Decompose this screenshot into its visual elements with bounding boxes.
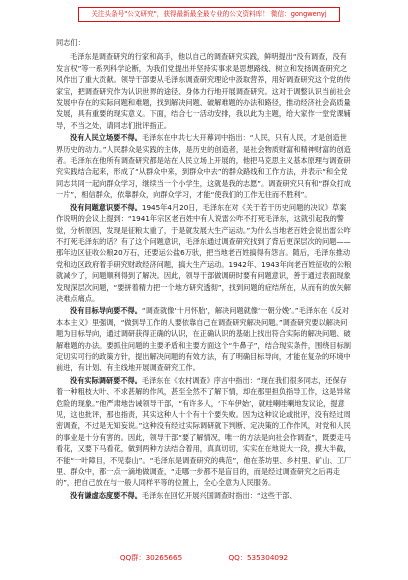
paragraph-text: 毛泽东是调查研究的行家和高手，他以自己的调查研究实践，鲜明提出“没有调查，没有发言权”等一系列科学论断，为我们党提出并坚持实事求是思想路线、树立和发扬调查研究之风作出了重大贡献。领导干部要从毛泽东调查研究理论中汲取营养，用好调查研究这个党的传家宝，把调查研究作为认识世界的途径、身体力行地开展调查研究。这对于调整认识当前社会发展中存在的实际问题和难题，找到解决问题、破解难题的办法和路径，推动经济社会高质量发展，具有重要的现实意义。下面，结合七一活动安排，我以此为主题，给大家作一堂党课辅导，不当之处，请同志们批评指正。 [56,52,351,130]
paragraph-text: 1945年4月20日，毛泽东在对《关于若干历史问题的决议》草案作说明的会议上提到：“1941年宗区老百姓中有人说雷公咋不打死毛泽东，这就引起我的警觉，分析原因，发现是征粮太重了，于是就发展大生产运动。”为什么当地老百姓会说出雷公咋不打死毛泽东的话？有了这个问题意识，毛泽东通过调查研究找到了背后更深层次的问题——那年边区征收公粮20万石，还要运公盐6万驮，把当地老百姓搞得有怨言。随后，毛泽东推动党和边区政府着手研究财政经济问题，搞大生产运动。1942年、1943年向老百姓征收的公粮就减少了，问题顺利得到了解决。因此，领导干部做调研时要有问题意识，善于通过表面现象发现深层次问题，“要拼着精力把一个地方研究透彻”，找到问题的症结所在，从而有的放矢解决难点痛点。 [56,202,352,303]
paragraph-heading: 没有实际调研要不得。 [70,375,142,385]
promo-banner[interactable]: 关注头条号"公文研究"，获得最新最全最专业的公文资料库！ 微信：gongwenyj [78,7,340,22]
paragraph-people-stance [56,132,352,200]
paragraph-heading: 没有问题意识要不得。 [70,202,142,212]
paragraph-problem-awareness [56,202,352,305]
document-body [56,37,352,502]
contact-footer [0,551,408,565]
paragraph-goal-orientation [56,305,352,373]
qq-number: QQ：535304092 [228,553,289,562]
paragraph-text: 毛泽东在回忆开展兴国调查时指出：“这些干部、 [141,490,297,500]
paragraph-heading: 没有人民立场要不得。 [70,133,142,143]
paragraph-text: 毛泽东在《农村调查》序言中指出：“现在我们很多同志，还保存着一种粗枝大叶、不求甚解的作风，甚至全然不了解下情，却在那里担负指导工作，这是异常危险的现象。”他严肃地告诫领导干部，“有许多人，‘下车伊始’，就哇喇哇喇地发议论，提意见，这也批评，那也指责，其实这种人十个有十个要失败。因为这种议论或批评，没有经过周密调查，不过是无知妄说。”这种没有经过实际调研就下判断、定决策的工作作风，对党和人民的事业是十分有害的。因此，领导干部“要了解情况，唯一的方法是向社会作调查”，既要走马看花，又要下马看花，做到两种方法结合着用，真真切切，实实在在地说大一段，摸大半截，不能“一叶障目，不见泰山”。“毛泽东是调查研究的典范”，他在茶坊里、乡村里、矿山、工厂里、群众中，都一点一滴地做调查，“走哪一步都不是盲目的，而是经过调查研究之后再走的”，把自己放在与一般人同样平等的位置上，全心全意为人民服务。 [56,375,352,488]
paragraph-heading: 没有谦虚态度要不得。 [70,490,142,500]
greeting: 同志们： [56,38,85,47]
paragraph-modest-attitude [56,490,352,501]
paragraph-text: “调查就像‘十月怀胎’，解决问题就像‘一朝分娩’。”毛泽东在《反对本本主义》里强调，“做到导工作的人要依靠自己在调查研究解决问题。”调查研究要以解决问题为目标导向，通过调研获得正确的认识，在正确认识的基础上找出符合实际的解决问题、破解难题的办法。要抓住问题的主要矛盾和主要方面这个“牛鼻子”，结合现实条件，围绕目标制定切实可行的政策方针，提出解决问题的有效方法，有了明确目标导向，才能在复杂的环境中前进，有计划、有主线地开展调查研究工作。 [56,306,351,373]
qq-group-number: QQ群：30265665 [119,553,183,562]
paragraph-intro [56,51,352,131]
paragraph-text: 毛泽东在中共七大开幕词中指出：“人民，只有人民，才是创造世界历史的动力。”人民群众是实践的主体，是历史的创造者，是社会物质财富和精神财富的创造者。毛泽东在他所有调查研究都是站在人民立场上开展的，他把马克思主义基本原理与调查研究实践结合起来，形成了“从群众中来，到群众中去”的群众路线和工作方法，并表示“和全党同志共同一起向群众学习，继续当一个小学生，这就是我的志愿”。调查研究只有和“群众打成一片”，相信群众，依靠群众，向群众学习，才能“使我们的工作无往而不胜利”。 [56,133,351,200]
paragraph-field-research [56,375,352,489]
paragraph-heading: 没有目标导向要不得。 [70,306,142,316]
